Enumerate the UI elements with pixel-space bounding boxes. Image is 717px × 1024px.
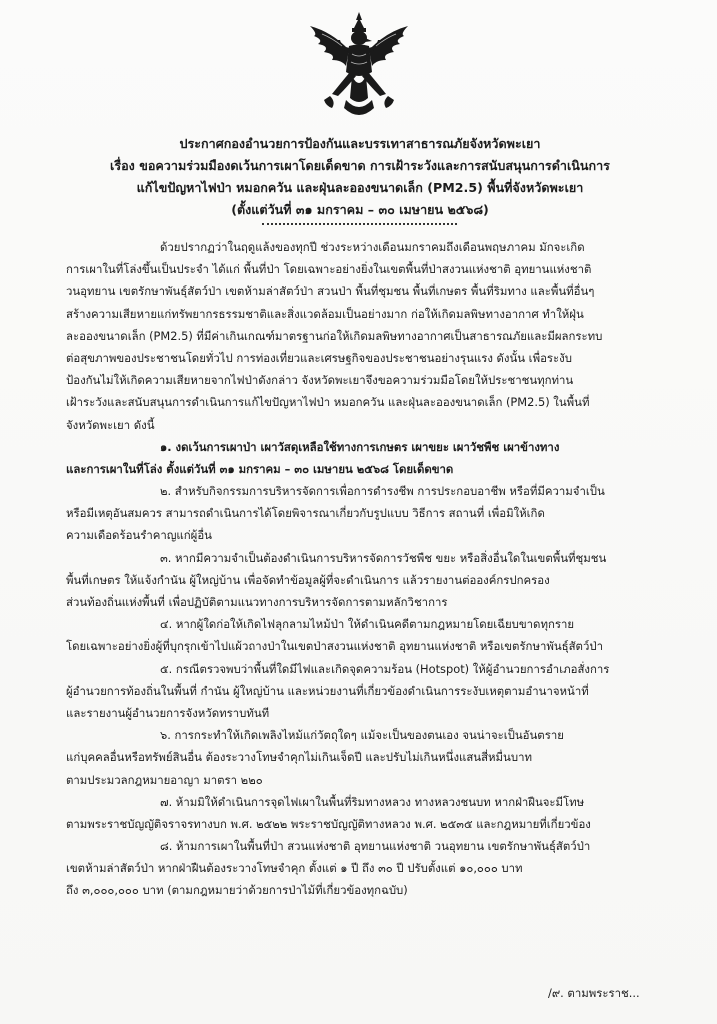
- text-line: ๗. ห้ามมิให้ดำเนินการจุดไฟเผาในพื้นที่ริมทางหลวง ทางหลวงชนบท หากฝ่าฝืนจะมีโทษ: [160, 794, 585, 809]
- intro-paragraph: [66, 236, 666, 436]
- list-item-7: [66, 791, 666, 835]
- text-line: จังหวัดพะเยา ดังนี้: [66, 417, 155, 432]
- list-item-1: [66, 436, 666, 480]
- text-line: ถึง ๓,๐๐๐,๐๐๐ บาท (ตามกฎหมายว่าด้วยการป่าไม้ที่เกี่ยวข้องทุกฉบับ): [66, 883, 408, 898]
- text-line: ตามพระราชบัญญัติจราจรทางบก พ.ศ. ๒๕๒๒ พระราชบัญญัติทางหลวง พ.ศ. ๒๕๓๕ และกฎหมายที่เกี่ยวข้อง: [66, 816, 591, 831]
- announcement-header: [80, 133, 640, 221]
- text-line: ละอองขนาดเล็ก (PM2.5) ที่มีค่าเกินเกณฑ์มาตรฐานก่อให้เกิดมลพิษทางอากาศเป็นสาธารณภัยและมีผลกระทบ: [66, 328, 603, 343]
- text-line: ๘. ห้ามการเผาในพื้นที่ป่า สวนแห่งชาติ อุทยานแห่งชาติ วนอุทยาน เขตรักษาพันธุ์สัตว์ป่า: [160, 839, 591, 854]
- list-item-6: [66, 724, 666, 791]
- text-line: ๒. สำหรับกิจกรรมการบริหารจัดการเพื่อการดำรงชีพ การประกอบอาชีพ หรือที่มีความจำเป็น: [160, 484, 605, 499]
- text-line: และการเผาในที่โล่ง ตั้งแต่วันที่ ๓๑ มกราคม – ๓๐ เมษายน ๒๕๖๘ โดยเด็ดขาด: [66, 461, 454, 476]
- text-line: ด้วยปรากฏว่าในฤดูแล้งของทุกปี ช่วงระหว่างเดือนมกราคมถึงเดือนพฤษภาคม มักจะเกิด: [160, 240, 585, 254]
- text-line: ต่อสุขภาพของประชาชนโดยทั่วไป การท่องเที่ยวและเศรษฐกิจของประชาชนอย่างรุนแรง ดังนั้น เพื่อระงับ: [66, 350, 572, 365]
- list-item-2: [66, 480, 666, 547]
- list-item-3: [66, 547, 666, 614]
- text-line: พื้นที่เกษตร ให้แจ้งกำนัน ผู้ใหญ่บ้าน เพื่อจัดทำข้อมูลผู้ที่จะดำเนินการ แล้วรายงานต่อองค์กรปกครอง: [66, 572, 550, 587]
- text-line: ป้องกันไม่ให้เกิดความเสียหายจากไฟป่าดังกล่าว จังหวัดพะเยาจึงขอความร่วมมือโดยให้ประชาชนทุกท่าน: [66, 373, 574, 388]
- text-line: และรายงานผู้อำนวยการจังหวัดทราบทันที: [66, 705, 270, 720]
- text-line: แก่บุคคลอื่นหรือทรัพย์สินอื่น ต้องระวางโทษจำคุกไม่เกินเจ็ดปี และปรับไม่เกินหนึ่งแสนสี่หมื่นบาท: [66, 750, 532, 765]
- text-line: เขตห้ามล่าสัตว์ป่า หากฝ่าฝืนต้องระวางโทษจำคุก ตั้งแต่ ๑ ปี ถึง ๓๐ ปี ปรับตั้งแต่ ๑๐,๐๐๐ บาท: [66, 861, 523, 876]
- subject-line: เรื่อง ขอความร่วมมืองดเว้นการเผาโดยเด็ดขาด การเฝ้าระวังและการสนับสนุนการดำเนินการ: [110, 158, 610, 173]
- subject-line-continued: แก้ไขปัญหาไฟป่า หมอกควัน และฝุ่นละอองขนาดเล็ก (PM2.5) พื้นที่จังหวัดพะเยา: [136, 180, 584, 195]
- text-line: ความเดือดร้อนรำคาญแก่ผู้อื่น: [66, 528, 212, 543]
- effective-period: (ตั้งแต่วันที่ ๓๑ มกราคม – ๓๐ เมษายน ๒๕๖๘): [231, 202, 489, 217]
- page-continuation-note: /๙. ตามพระราช...: [548, 986, 640, 1000]
- text-line: ๖. การกระทำให้เกิดเพลิงไหม้แก่วัตถุใดๆ แม้จะเป็นของตนเอง จนน่าจะเป็นอันตราย: [160, 728, 564, 743]
- list-item-8: [66, 835, 666, 902]
- dotted-divider: [262, 223, 457, 225]
- text-line: ส่วนท้องถิ่นแห่งพื้นที่ เพื่อปฏิบัติตามแนวทางการบริหารจัดการตามหลักวิชาการ: [66, 595, 448, 609]
- garuda-emblem-icon: [302, 10, 416, 128]
- text-line: โดยเฉพาะอย่างยิ่งผู้ที่บุกรุกเข้าไปแผ้วถางป่าในเขตป่าสงวนแห่งชาติ อุทยานแห่งชาติ หรือเขตรักษาพันธุ์สัตว์ป่า: [66, 639, 603, 654]
- text-line: การเผาในที่โล่งขึ้นเป็นประจำ ได้แก่ พื้นที่ป่า โดยเฉพาะอย่างยิ่งในเขตพื้นที่ป่าสงวนแห่งชาติ อุทยานแห่งชาติ: [66, 262, 592, 277]
- text-line: ๔. หากผู้ใดก่อให้เกิดไฟลุกลามไหม้ป่า ให้ดำเนินคดีตามกฎหมายโดยเฉียบขาดทุกราย: [160, 617, 575, 632]
- list-item-4: [66, 613, 666, 657]
- text-line: ๓. หากมีความจำเป็นต้องดำเนินการบริหารจัดการวัชพืช ขยะ หรือสิ่งอื่นใดในเขตพื้นที่ชุมชน: [160, 550, 607, 565]
- text-line: ผู้อำนวยการท้องถิ่นในพื้นที่ กำนัน ผู้ใหญ่บ้าน และหน่วยงานที่เกี่ยวข้องดำเนินการระงับเหตุตามอำนาจหน้าที่: [66, 683, 589, 698]
- announcement-body: [66, 236, 666, 902]
- text-line: เฝ้าระวังและสนับสนุนการดำเนินการแก้ไขปัญหาไฟป่า หมอกควัน และฝุ่นละอองขนาดเล็ก (PM2.5) ในพื้นที่: [66, 395, 590, 410]
- text-line: วนอุทยาน เขตรักษาพันธุ์สัตว์ป่า เขตห้ามล่าสัตว์ป่า สวนป่า พื้นที่ชุมชน พื้นที่เกษตร พื้นที่ริมทาง และพื้นที่อื่นๆ: [66, 284, 595, 299]
- text-line: ๑. งดเว้นการเผาป่า เผาวัสดุเหลือใช้ทางการเกษตร เผาขยะ เผาวัชพืช เผาข้างทาง: [160, 439, 560, 454]
- text-line: ตามประมวลกฎหมายอาญา มาตรา ๒๒๐: [66, 772, 263, 787]
- text-line: สร้างความเสียหายแก่ทรัพยากรธรรมชาติและสิ่งแวดล้อมเป็นอย่างมาก ก่อให้เกิดมลพิษทางอากาศ ทำให้ฝุ่น: [66, 306, 584, 321]
- issuer-title: ประกาศกองอำนวยการป้องกันและบรรเทาสาธารณภัยจังหวัดพะเยา: [179, 136, 541, 151]
- text-line: ๕. กรณีตรวจพบว่าพื้นที่ใดมีไฟและเกิดจุดความร้อน (Hotspot) ให้ผู้อำนวยการอำเภอสั่งการ: [160, 661, 610, 676]
- list-item-5: [66, 658, 666, 725]
- text-line: หรือมีเหตุอันสมควร สามารถดำเนินการได้โดยพิจารณาเกี่ยวกับรูปแบบ วิธีการ สถานที่ เพื่อมิให้เกิด: [66, 506, 545, 521]
